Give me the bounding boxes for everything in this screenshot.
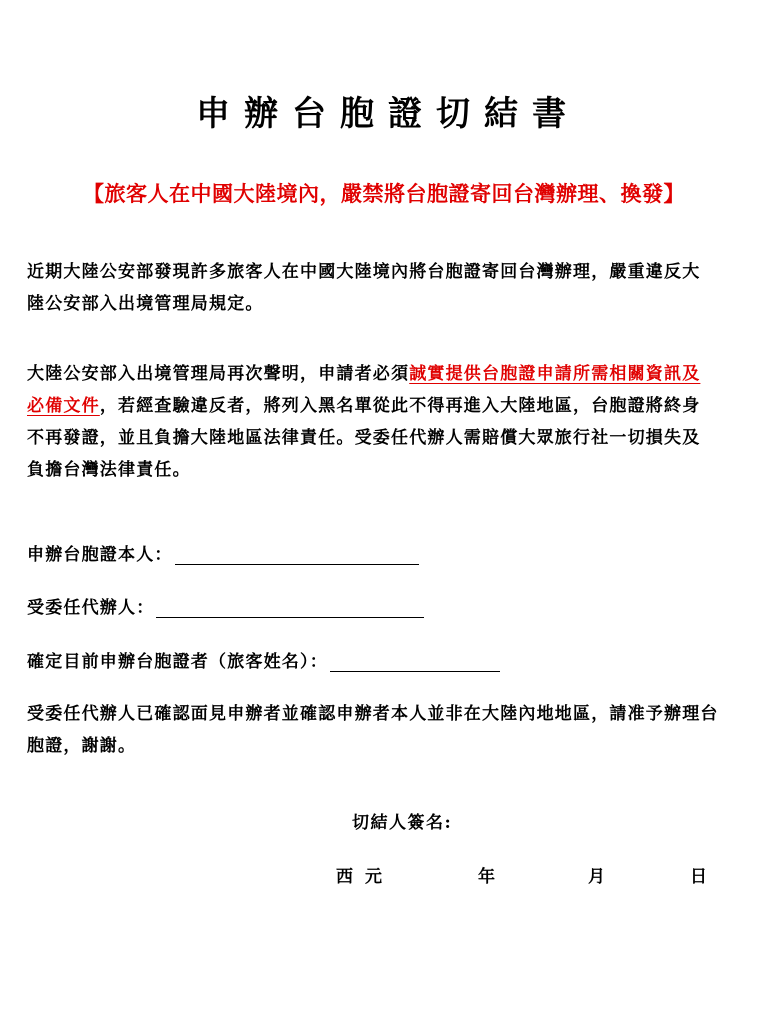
traveler-name-line[interactable] (330, 653, 500, 672)
declaration-highlight: 誠實提供台胞證申請所需相關資訊及必備文件 (27, 364, 701, 416)
applicant-label: 申辦台胞證本人： (27, 545, 173, 565)
agent-label: 受委任代辦人： (27, 598, 155, 618)
applicant-signature-line[interactable] (175, 546, 419, 565)
date-day: 日 (690, 867, 719, 887)
signature-label: 切結人簽名: (352, 813, 453, 833)
paragraph-notice: 近期大陸公安部發現許多旅客人在中國大陸境內將台胞證寄回台灣辦理，嚴重違反大陸公安部入出境管理局規定。 (27, 262, 701, 314)
traveler-label: 確定目前申辦台胞證者（旅客姓名）： (27, 652, 328, 672)
paragraph-confirmation: 受委任代辦人已確認面見申辦者並確認申辦者本人並非在大陸內地地區，請准予辦理台胞證，謝謝。 (27, 704, 719, 756)
agent-field (27, 593, 424, 618)
declaration-text-after: ，若經查驗違反者，將列入黑名單從此不得再進入大陸地區，台胞證將終身不再發證，並且負擔大陸地區法律責任。受委任代辦人需賠償大眾旅行社一切損失及負擔台灣法律責任。 (27, 396, 701, 480)
traveler-field (27, 647, 500, 672)
agent-signature-line[interactable] (156, 599, 424, 618)
applicant-field (27, 540, 419, 565)
declaration-text-before: 大陸公安部入出境管理局再次聲明，申請者必須 (27, 364, 410, 384)
paragraph-declaration (27, 358, 717, 486)
warning-notice: 【旅客人在中國大陸境內，嚴禁將台胞證寄回台灣辦理、換發】 (83, 182, 685, 206)
date-era: 西元 (336, 867, 394, 887)
date-year: 年 (478, 867, 507, 887)
document-title: 申辦台胞證切結書 (196, 94, 580, 134)
date-month: 月 (588, 867, 617, 887)
